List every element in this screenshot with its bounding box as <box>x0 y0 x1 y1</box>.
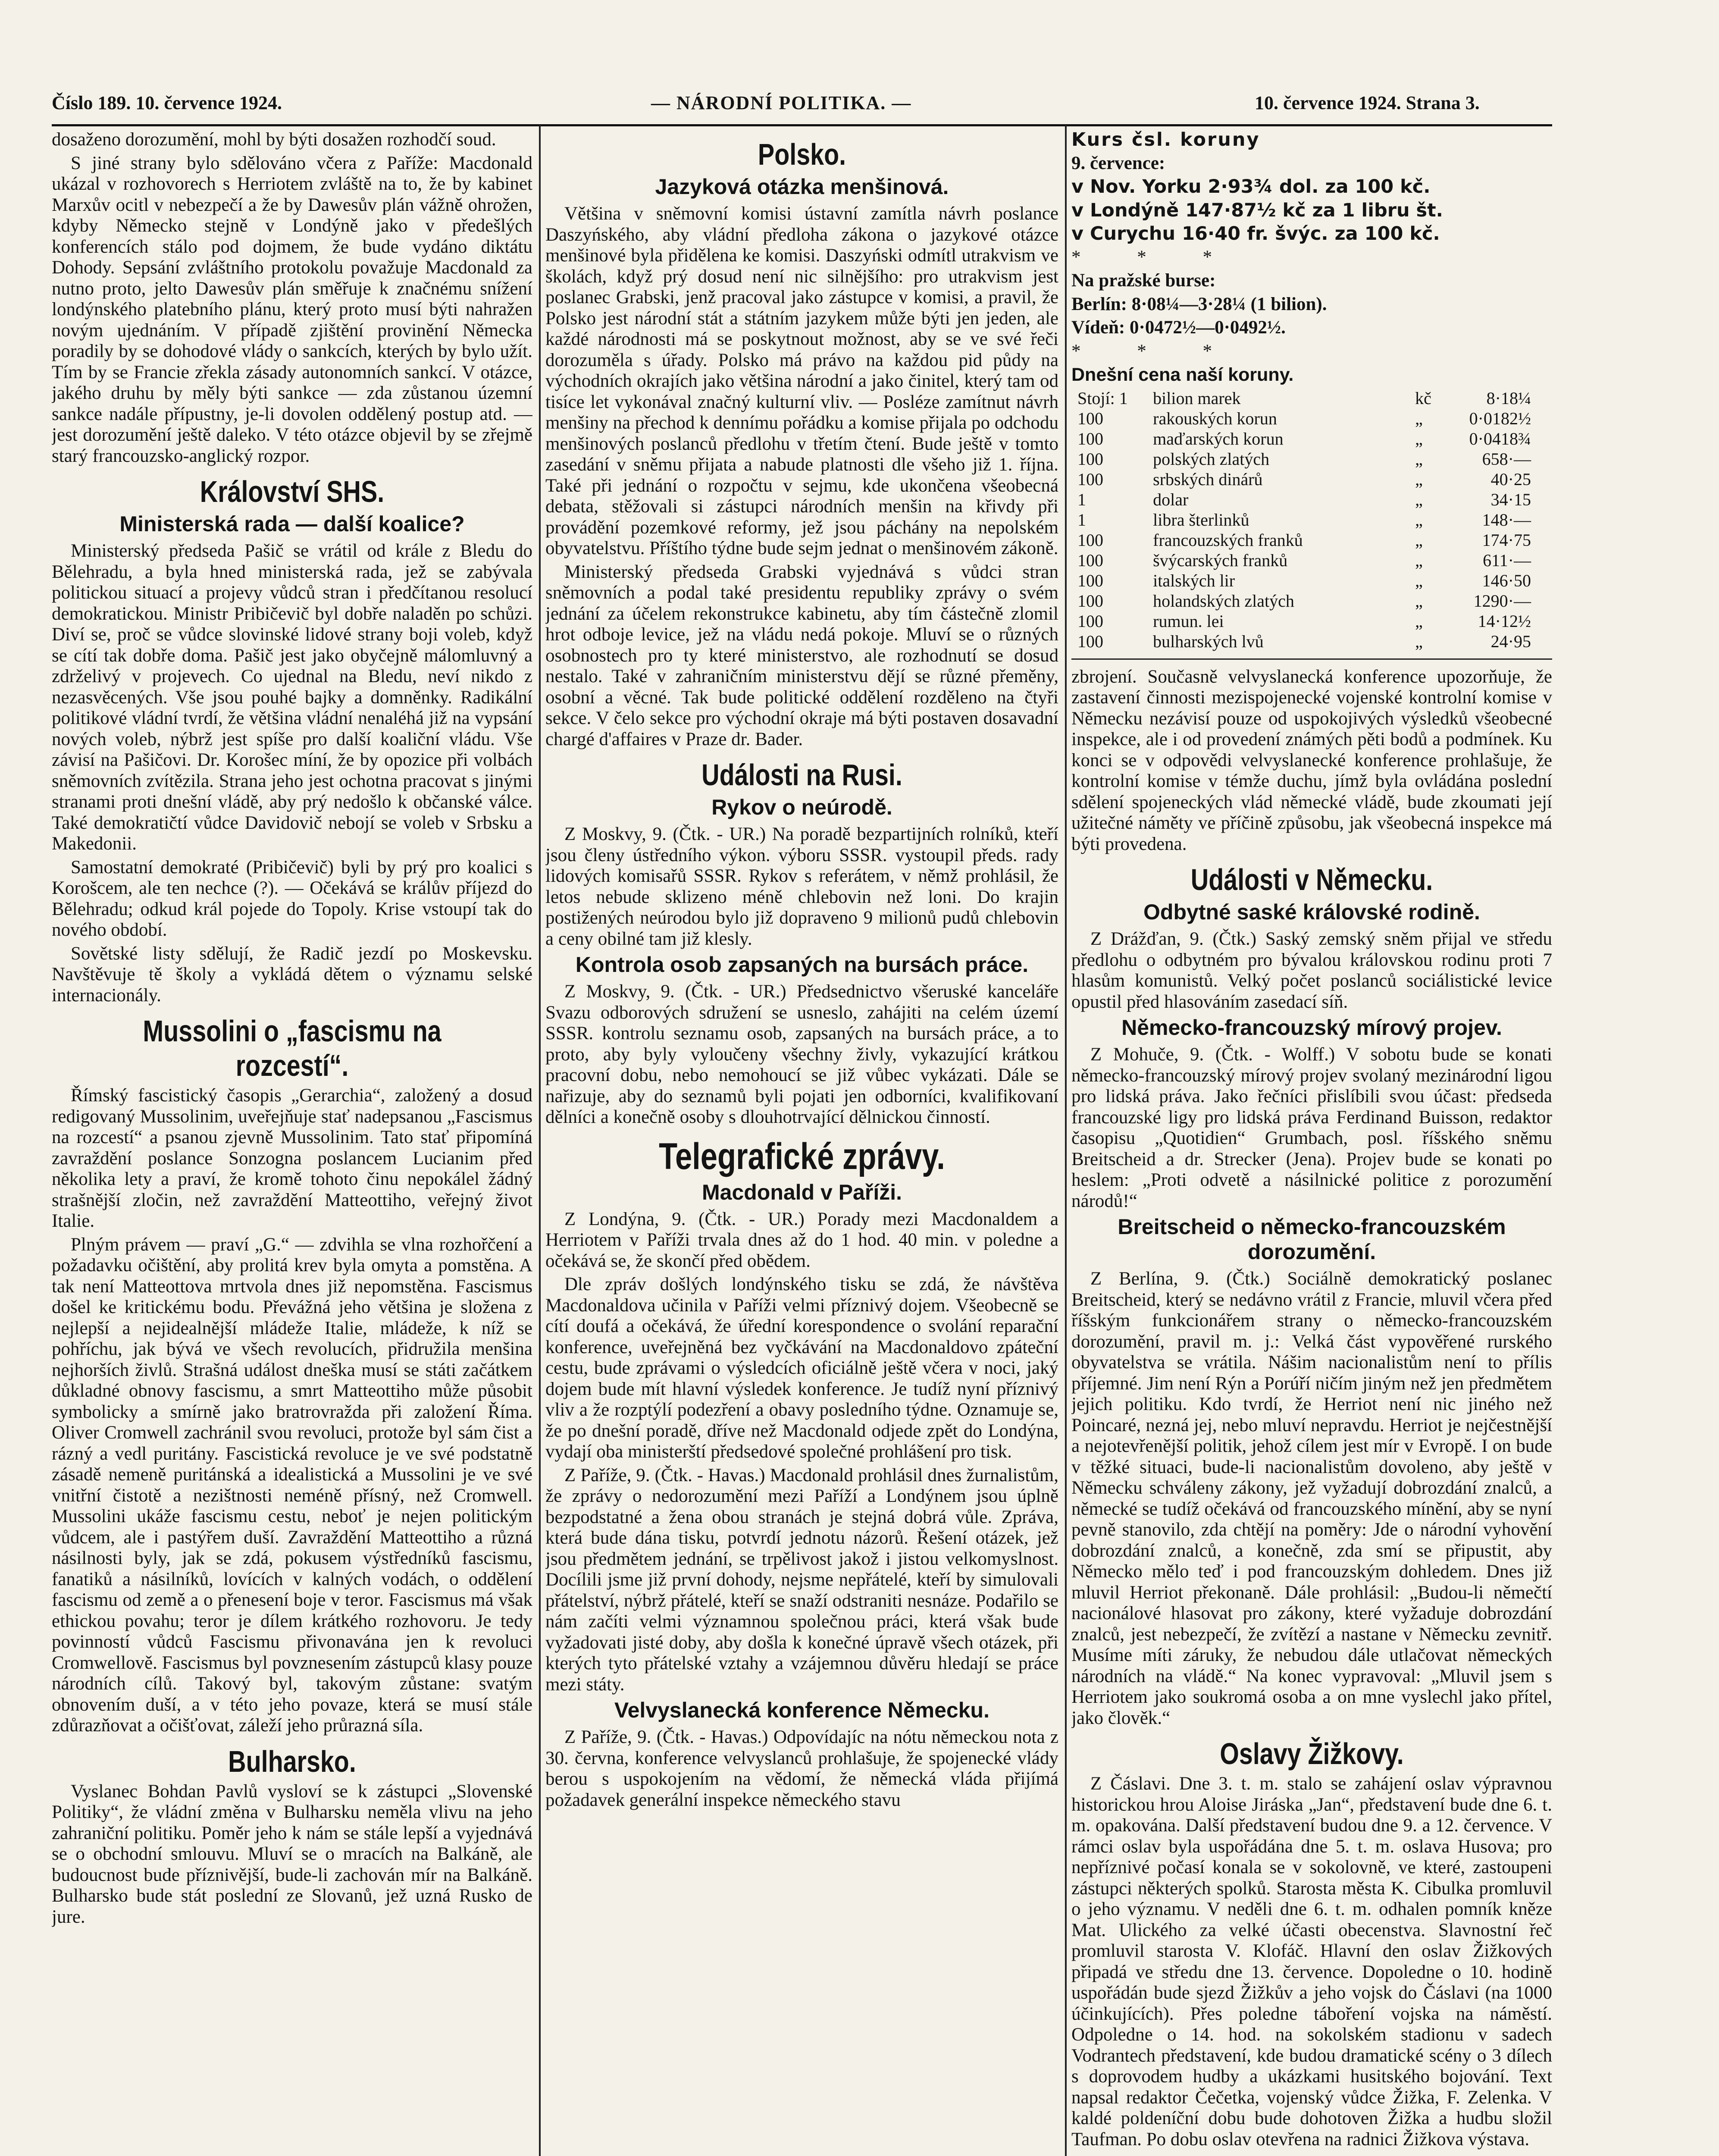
currency-row <box>1076 611 1533 631</box>
currency-table <box>1076 388 1533 652</box>
article-paragraph: S jiné strany bylo sdělováno včera z Paříže: Macdonald ukázal v rozhovorech s Herriotem zvláště na to, že by kabinet Marxův ocitl v nebezpečí a že by Dawesův plán vážně ohrožen, kdyby Německo stejně v Londýně jako v předešlých konferencích stálo pod dojmem, že bude vydáno diktátu Dohody. Sepsání zvláštního protokolu považuje Macdonald za nutno proto, jelto Dawesův plán směřuje k značnému snížení londýnského platebního plánu, který proto musí býti nahražen novým ujednáním. V případě zjištění provinění Německa poradily by se dohodové vlády o sankcích, kterých by bylo užít. Tím by se Francie zřekla zásady autonomních sankcí. V otázce, jakého druhu by měly býti sankce — zda zůstanou územní sankce nadále přípustny, je-li dovolen oddělený postup atd. — jest dorozumění ještě daleko. V této otázce objevil by se zřejmě starý francouzsko-anglický rozpor. <box>52 153 532 466</box>
page-header <box>52 88 1552 123</box>
article-paragraph: Samostatní demokraté (Pribičevič) byli by prý pro koalici s Korošcem, ale ten nechce (?). — Očekává se králův příjezd do Bělehradu; odkud král pojede do Topoly. Krise vstoupí tak do nového období. <box>52 857 532 940</box>
masthead-title: — NÁRODNÍ POLITIKA. — <box>651 92 912 113</box>
currency-cell-q: 100 <box>1077 631 1103 651</box>
currency-cell-name: libra šterlinků <box>1153 510 1249 530</box>
currency-row <box>1076 449 1533 469</box>
rate-vienna: Vídeň: 0·0472½—0·0492½. <box>1071 317 1286 338</box>
currency-cell-name: italských lir <box>1153 570 1235 590</box>
currency-cell-v: 174·75 <box>1482 530 1531 550</box>
section-rule <box>1071 658 1552 660</box>
currency-cell-v: 146·50 <box>1482 570 1531 590</box>
currency-cell-q: 100 <box>1077 429 1103 448</box>
currency-cell-v: 148·— <box>1482 510 1531 530</box>
prague-bourse-label: Na pražské burse: <box>1071 270 1216 291</box>
currency-cell-v: 658·— <box>1482 449 1531 469</box>
currency-cell-u: „ <box>1415 449 1423 469</box>
currency-cell-u: „ <box>1415 489 1423 509</box>
subheading: Německo-francouzský mírový projev. <box>1121 1015 1502 1040</box>
article-paragraph: Římský fascistický časopis „Gerarchia“, založený a dosud redigovaný Mussolinim, uveřejňuje stať nadepsanou „Fascismus na rozcestí“ a psanou zjevně Mussolinim. Tato stať připomíná zavraždění poslance Sonzogna poslancem Lucianim před několika lety a praví, že kromě tohoto činu nepokálel žádný strašnější zločin, než zavraždění Matteottiho, veřejný život Italie. <box>52 1085 532 1231</box>
currency-cell-u: kč <box>1415 388 1431 408</box>
currency-cell-q: 100 <box>1077 570 1103 590</box>
currency-cell-v: 1290·— <box>1473 591 1531 611</box>
currency-cell-name: holandských zlatých <box>1153 591 1294 611</box>
article-paragraph: Z Paříže, 9. (Čtk. - Havas.) Macdonald prohlásil dnes žurnalistům, že zprávy o nedorozumění mezi Paříží a Londýnem jsou úplně bezpodstatné a žena obou stranách je stejná dobrá vůle. Zpráva, která bude dána tisku, potvrdí jednotu názorů. Řešení otázek, jež jsou předmětem jednání, se trpělivost jakož i jistou velkomyslnost. Docílili jsme již první dohody, nejsme nepřátelé, kteří by simulovali přátelství, nýbrž přátelé, kteří se snaží odstraniti nesnáze. Podařilo se nám začíti velmi významnou společnou práci, která však bude vyžadovati jisté doby, aby došla k konečné úpravě všech otázek, při kterých tyto přátelské vztahy a vzájemnou důvěru hledají se práce mezi státy. <box>545 1465 1058 1695</box>
currency-cell-u: „ <box>1415 631 1423 651</box>
subheading: Jazyková otázka menšinová. <box>655 175 949 199</box>
currency-cell-q: 100 <box>1077 611 1103 631</box>
section-heading-bulharsko: Bulharsko. <box>228 1744 356 1778</box>
separator-stars: * * * <box>1071 341 1238 361</box>
currency-row <box>1076 570 1533 591</box>
article-paragraph: Z Moskvy, 9. (Čtk. - UR.) Předsednictvo všeruské kanceláře Svazu odborových sdružení se usneslo, zahájiti na celém území SSSR. kontrolu seznamu osob, zapsaných na bursách práce, a to proto, aby byly vyloučeny všechny živly, vykazující krátkou pracovní dobu, nebo nemohoucí se již vůbec vykázati. Dále se nařizuje, aby do seznamů byli pojati jen odborníci, kvalifikovaní dělníci a konečně osoby s dlouhotrvající dělnickou činností. <box>545 981 1058 1127</box>
currency-cell-v: 611·— <box>1483 550 1531 570</box>
page-number-date: 10. července 1924. Strana 3. <box>1255 92 1480 113</box>
currency-cell-name: bilion marek <box>1153 388 1241 408</box>
currency-cell-q: 100 <box>1077 449 1103 469</box>
currency-cell-name: dolar <box>1153 489 1189 509</box>
currency-cell-u: „ <box>1415 591 1423 611</box>
currency-cell-q: Stojí: 1 <box>1077 388 1128 408</box>
currency-cell-v: 24·95 <box>1490 631 1531 651</box>
currency-row <box>1076 530 1533 550</box>
currency-cell-name: maďarských korun <box>1153 429 1284 448</box>
issue-number-date: Číslo 189. 10. července 1924. <box>52 92 282 113</box>
currency-row <box>1076 550 1533 570</box>
currency-box <box>1071 129 1552 652</box>
currency-cell-q: 100 <box>1077 469 1103 489</box>
article-paragraph: Z Londýna, 9. (Čtk. - UR.) Porady mezi Macdonaldem a Herriotem v Paříži trvala dnes až do 1 hod. 40 min. v poledne a očekává se, že skončí před obědem. <box>545 1209 1058 1271</box>
currency-cell-v: 8·18¼ <box>1486 388 1531 408</box>
section-heading-rus: Události na Rusi. <box>701 758 902 792</box>
subheading: Odbytné saské královské rodině. <box>1143 900 1480 924</box>
currency-cell-q: 1 <box>1077 510 1086 530</box>
currency-row <box>1076 591 1533 611</box>
currency-cell-v: 0·0418¾ <box>1469 429 1531 448</box>
section-heading-shs: Království SHS. <box>200 475 385 508</box>
article-paragraph: Dle zpráv došlých londýnského tisku se zdá, že návštěva Macdonaldova učinila v Paříži velmi příznivý dojem. Všeobecně se cítí doufá a očekává, že úřední korespondence o svolání reparační konference, uveřejněná bez vyčkávání na Macdonaldovo zpáteční cestu, bude zprávami o výsledcích oficiálně ještě včera v noci, jaký dojem bude mít hlavní výsledek konference. Je tudíž nyní příznivý vliv a že rozptýlí podezření a obavy posledního týdne. Oznamuje se, že po dnešní poradě, dříve než Macdonald odjede zpět do Londýna, vydají oba ministerští předsedové společné prohlášení pro tisk. <box>545 1274 1058 1462</box>
article-paragraph: Plným právem — praví „G.“ — zdvihla se vlna rozhořčení a požadavku očištění, aby prolitá krev byla omyta a pomstěna. A tak není Matteottova mrtvola dnes již nepomstěna. Fascismus došel ke kritickému bodu. Převážná jeho většina je složena z nejlepší a nejidealnější mládeže Italie, mládeže, k níž se pohříchu, jak bývá ve všech revolucích, přidružila menšina nejhorších živlů. Strašná událost dneška musí se státi začátkem důkladné obnovy fascismu, a smrt Matteottiho může působit symbolicky a smírně jako bratrovražda při založení Říma. Oliver Cromwell zachránil svou revoluci, protože byl sám čist a rázný a vedl puritány. Fascistická revoluce je ve své podstatně zásadě nemeně puritánská a idealistická a Mussolini je ve své vnitřní čistotě a nezištnosti neméně přísný, než Cromwell. Mussolini ukáže fascismu cestu, neboť je nejen politickým vůdcem, ale i pastýřem duší. Zavraždění Matteottiho a různá násilnosti byly, jak se zdá, pokusem výstředníků fascismu, fanatiků a násilníků, lovících v kalných vodách, o oddělení fascismu od země a o přenesení boje v teror. Fascismus má však ethickou povahu; teror je dílem krátkého rozhovoru. Je tedy povinností vůdců Fascismu přivonavána jen k revoluci Cromwellově. Fascismus byl povznesením zástupců klasy pouze národních cílů. Takový byl, takovým zůstane: svatým obnovením duší, a v této jeho povaze, která se musí stále zdůrazňovat a očišťovat, záleží jeho průrazná síla. <box>52 1234 532 1736</box>
section-heading-nemecko: Události v Německu. <box>1190 863 1433 896</box>
kurs-title: Kurs čsl. koruny <box>1071 129 1260 150</box>
article-paragraph: Z Berlína, 9. (Čtk.) Sociálně demokratický poslanec Breitscheid, který se nedávno vrátil z Francie, mluvil včera před říšským funkcionářem strany o německo-francouzském dorozumění, pravil m. j.: Velká část vypověřené rurského obyvatelstva se vrátila. Nášim nacionalistům není to přílis příjemné. Jim není Rýn a Porúří ničím jiným než jen předmětem jejich politiku. Kdo tvrdí, že Herriot není nic jiného než Poincaré, nezná jej, nebo mluví nepravdu. Herriot je nejčestnější a nejotevřenější politik, jehož cílem jest mír v Evropě. I on bude v těžké situaci, bude-li nacionalistům dovoleno, aby ještě v Německu schváleny zákony, jež vyžadují dobrozdání znalců, a německé se tudíž očekává od francouzského mínění, aby se nyní pevně stanovilo, zda chtějí na poměry: Jde o národní vyhovění dobrozdání znalců, a konečně, zda smí se připustit, aby Německo mělo teď i pod francouzským dohledem. Dnes již mluvil Herriot překonaně. Dále prohlásil: „Budou-li němečtí nacionálové hlasovat pro zákony, které vyžaduje dobrozdání znalců, jest nebezpečí, že zvítězí a nastane v Německu zevnitř. Musíme míti záruky, že nebudou dále utlačovat německých národních na vládě.“ Na konec vypravoval: „Mluvil jsem s Herriotem jako soukromá osoba a on mne vyslechl jako přítel, jako člověk.“ <box>1071 1269 1552 1728</box>
subheading: Velvyslanecká konference Německu. <box>614 1698 989 1722</box>
subheading: Kontrola osob zapsaných na bursách práce. <box>575 953 1029 977</box>
currency-cell-u: „ <box>1415 570 1423 590</box>
header-rule <box>52 124 1552 126</box>
currency-cell-q: 100 <box>1077 408 1103 428</box>
article-paragraph: zbrojení. Současně velvyslanecká konference upozorňuje, že zastavení činnosti mezispojenecké vojenské kontrolní komise v Německu nezávisí pouze od uspokojivých výsledků všeobecné inspekce, ale i od provedení známých pěti bodů a podmínek. Ku konci se v odpovědi velvyslanecké konference prohlašuje, že kontrolní komise v témže duchu, jímž byla ovládána poslední sdělení spojeneckých vlád německé vládě, bude zkoumati její užitečné náměty ve příčině způsobu, jak všeobecná inspekce má býti provedena. <box>1071 666 1552 854</box>
currency-row <box>1076 631 1533 652</box>
subheading: Rykov o neúrodě. <box>711 795 892 819</box>
article-paragraph: Z Mohuče, 9. (Čtk. - Wolff.) V sobotu bude se konati německo-francouzský mírový projev svolaný mezinárodní ligou pro lidská práva. Jako řečníci přislíbili svou účast: předseda francouzské ligy pro lidská práva Ferdinand Buisson, redaktor časopisu „Quotidien“ Grumbach, posl. říšského sněmu Breitscheid a dr. Strecker (Jena). Projev bude se konati po heslem: „Proti odvetě a násilnické politice z porozumění národů!“ <box>1071 1044 1552 1211</box>
column-divider <box>539 125 541 2156</box>
rate-berlin: Berlín: 8·08¼—3·28¼ (1 bilion). <box>1071 294 1327 314</box>
currency-row <box>1076 388 1533 408</box>
article-paragraph: dosaženo dorozumění, mohl by býti dosažen rozhodčí soud. <box>52 129 496 150</box>
article-paragraph: Z Drážďan, 9. (Čtk.) Saský zemský sněm přijal ve středu předlohu o odbytném pro bývalou královskou rodinu proti 7 hlasům komunistů. Velký počet poslanců sociálistické levice opustil před hlasováním zasedací síň. <box>1071 929 1552 1012</box>
currency-cell-q: 1 <box>1077 489 1086 509</box>
koruna-price-title: Dnešní cena naší koruny. <box>1071 364 1294 385</box>
subheading: Ministerská rada — další koalice? <box>119 512 465 536</box>
section-heading-mussolini: Mussolini o „fascismu na rozcestí“. <box>143 1014 441 1082</box>
currency-cell-name: srbských dinárů <box>1153 469 1263 489</box>
kurs-date: 9. července: <box>1071 153 1165 173</box>
currency-cell-v: 0·0182½ <box>1469 408 1531 428</box>
currency-row <box>1076 469 1533 489</box>
currency-cell-u: „ <box>1415 469 1423 489</box>
section-heading-zizka: Oslavy Žižkovy. <box>1220 1737 1404 1771</box>
currency-cell-u: „ <box>1415 611 1423 631</box>
currency-cell-u: „ <box>1415 408 1423 428</box>
currency-cell-name: francouzských franků <box>1153 530 1303 550</box>
currency-cell-v: 34·15 <box>1490 489 1531 509</box>
currency-cell-q: 100 <box>1077 550 1103 570</box>
article-paragraph: Ministerský předseda Pašič se vrátil od krále z Bledu do Bělehradu, a byla hned ministerská rada, jež se zabývala politickou situací a projevy vůdců stran i předčítanou resolucí demokratickou. Ministr Pribičevič byl dobře naladěn po schůzi. Diví se, proč se vůdce slovinské lidové strany boji voleb, když se cítí tak dobře doma. Pašič jest jako obyčejně málomluvný a zdrželivý v projevech. Co ujednal na Bledu, neví nikdo z nezasvěcených. Vše jsou pouhé bajky a domněnky. Radikální politikové vládní tvrdí, že většina vládní nenaléhá již na vypsání nových voleb, nýbrž jest spíše pro další koaliční vládu. Vše závisí na Pašičovi. Dr. Korošec míní, že by opozice při volbách sněmovních zvítězila. Strana jeho jest ochotna pracovat s jinými stranami proti dnešní vládě, aby prý nedošlo k občanské válce. Také demokratičtí vůdce Davidovič nebojí se voleb v Srbsku a Makedonii. <box>52 541 532 854</box>
article-paragraph: Z Čáslavi. Dne 3. t. m. stalo se zahájení oslav výpravnou historickou hrou Aloise Jiráska „Jan“, představení bude dne 6. t. m. opakována. Další představení budou dne 9. a 12. července. V rámci oslav byla uspořádána dne 5. t. m. oslava Husova; pro nepříznivé počasí konala se v sokolovně, ve které, zastoupeni zástupci některých spolků. Starosta města K. Cibulka promluvil o jeho významu. V neděli dne 6. t. m. odhalen pomník kněze Mat. Ulického za velké účasti obecenstva. Slavnostní řeč promluvil starosta V. Klofáč. Hlavní den oslav Žižkových připadá ve středu dne 13. července. Dopoledne o 10. hodině uspořádán bude sjezd Žižkův a jeho vojsk do Čáslavi (na 1000 účinkujících). Přes poledne táboření vojska na náměstí. Odpoledne o 14. hod. na sokolském stadionu v sadech Vodrantech představení, kde budou dramatické scény o 3 dílech s doprovodem hudby a ukázkami husitského bojování. Text napsal redaktor Čečetka, vojenský vůdce Žižka, F. Zelenka. V kaldé poldeníční dobu bude dohotoven Žižka a hudbu složil Taufman. Po dobu oslav otevřena na radnici Žižkova výstava. <box>1071 1774 1552 2150</box>
column-1 <box>52 129 532 2156</box>
currency-cell-name: rakouských korun <box>1153 408 1277 428</box>
currency-cell-v: 14·12½ <box>1478 611 1531 631</box>
currency-cell-name: švýcarských franků <box>1153 550 1288 570</box>
article-paragraph: Vyslanec Bohdan Pavlů vysloví se k zástupci „Slovenské Politiky“, že vládní změna v Bulharsku neměla vlivu na jeho zahraniční politiku. Poměr jeho k nám se stále lepší a vyjednává se o obchodní smlouvu. Mluví se o mracích na Balkáně, ale budoucnost bude příznivější, bude-li zachován mír na Balkáně. Bulharsko bude stát poslední ze Slovanů, jež uzná Rusko de jure. <box>52 1781 532 1927</box>
currency-row <box>1076 429 1533 449</box>
currency-cell-u: „ <box>1415 510 1423 530</box>
article-paragraph: Většina v sněmovní komisi ústavní zamítla návrh poslance Daszyńského, aby vládní předloha zákona o jazykové otázce menšinové byla přidělena ke komisi. Daszyński odmítl utrakvism ve školách, když prý dosud není nic silnějšího: pro utrakvism jest poslanec Grabski, jenž pracoval jako zástupce v komisi, a pravil, že Polsko jest národní stát a státním jazykem může býti jen jeden, ale každé národnosti má se poskytnout možnost, aby se ve své řeči dorozuměla s úřady. Polsko má právo na každou pid půdy na východních okrajích jako většina národní a jako činitel, který tam od tisíce let vykonával značný kulturní vliv. — Posléze zamítnut návrh menšiny na přechod k dennímu pořádku a komise přijala po odchodu menšinových poslanců předlohu v třetím čtení. Bude ještě v tomto zasedání v sněmu přijata a nabude platnosti dle všeho již 1. října. Také při jednání o rozpočtu v sejmu, kde ukončena všeobecná debata, stěžovali si zástupci národních menšin na křivdy při provádění pozemkové reformy, jež jsou páchány na nepolském obyvatelstvu. Příštího týdne bude sejm jednat o menšinovém zákoně. <box>545 204 1058 558</box>
article-paragraph: Ministerský předseda Grabski vyjednává s vůdci stran sněmovních a podal také presidentu republiky zprávy o svém jednání za účelem rekonstrukce kabinetu, aby tím částečně zlomil hrot odboje levice, jež na vládu nedá pokoje. Mluví se o různých osobnostech pro ty které ministerstvo, ale rozhodnutí se dosud nestalo. Také v zahraničním ministerstvu dějí se různé přeměny, osobní a věcné. Tak bude politické oddělení rozděleno na čtyři sekce. V čelo sekce pro východní okraje má býti postaven dosavadní chargé d'affaires v Praze dr. Bader. <box>545 561 1058 749</box>
currency-cell-u: „ <box>1415 429 1423 448</box>
currency-cell-u: „ <box>1415 550 1423 570</box>
article-paragraph: Z Moskvy, 9. (Čtk. - UR.) Na poradě bezpartijních rolníků, kteří jsou členy ústředního výkon. výboru SSSR. vystoupil předs. rady lidových komisařů SSSR. Rykov s referátem, v němž prohlásil, že letos nebude sklizeno méně chlebovin než loni. Do krajin postižených neúrodou bylo již dopraveno 9 milionů pudů chlebovin a ceny obilné tam již klesly. <box>545 824 1058 949</box>
rate-new-york: v Nov. Yorku 2·93¾ dol. za 100 kč. <box>1071 176 1431 197</box>
currency-cell-name: polských zlatých <box>1153 449 1270 469</box>
subheading: Macdonald v Paříži. <box>701 1180 902 1204</box>
currency-cell-name: rumun. lei <box>1153 611 1224 631</box>
column-3 <box>1071 129 1552 2156</box>
currency-row <box>1076 408 1533 429</box>
section-heading-telegraficke: Telegrafické zprávy. <box>659 1135 945 1177</box>
rate-london: v Londýně 147·87½ kč za 1 libru št. <box>1071 199 1443 221</box>
section-heading-polsko: Polsko. <box>758 138 846 171</box>
currency-cell-u: „ <box>1415 530 1423 550</box>
currency-cell-v: 40·25 <box>1490 469 1531 489</box>
rate-zurich: v Curychu 16·40 fr. švýc. za 100 kč. <box>1071 223 1440 244</box>
column-divider <box>1065 125 1067 2156</box>
currency-row <box>1076 489 1533 510</box>
subheading: Breitscheid o německo-francouzském dorozumění. <box>1118 1215 1506 1264</box>
currency-cell-q: 100 <box>1077 591 1103 611</box>
currency-cell-name: bulharských lvů <box>1153 631 1264 651</box>
currency-row <box>1076 510 1533 530</box>
currency-cell-q: 100 <box>1077 530 1103 550</box>
separator-stars: * * * <box>1071 247 1238 267</box>
column-2 <box>545 129 1058 2156</box>
article-paragraph: Sovětské listy sdělují, že Radič jezdí po Moskevsku. Navštěvuje tě školy a vykládá dětem o významu selské internacionály. <box>52 943 532 1006</box>
article-paragraph: Z Paříže, 9. (Čtk. - Havas.) Odpovídajíc na nótu německou nota z 30. června, konference velvyslanců prohlašuje, že spojenecké vlády berou s uspokojením na vědomí, že německá vláda přijímá požadavek generální inspekce německého stavu <box>545 1727 1058 1810</box>
